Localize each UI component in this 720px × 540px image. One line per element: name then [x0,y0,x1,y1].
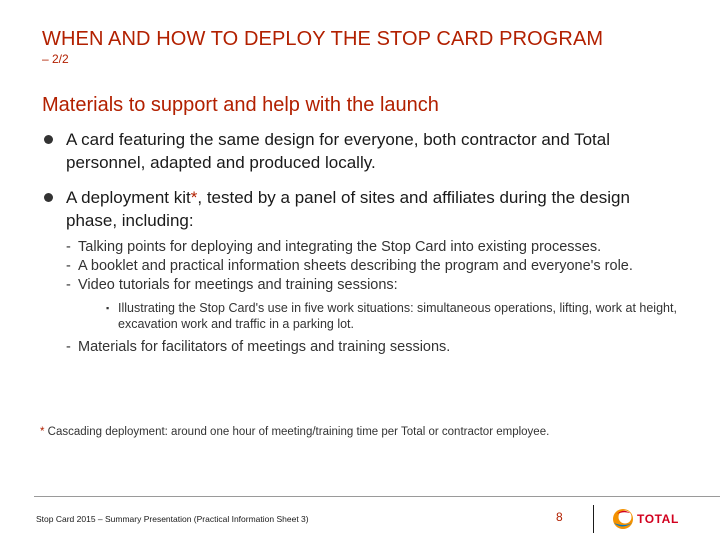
bullet-dot-icon [44,135,53,144]
footnote-asterisk: * [40,426,45,438]
sub-sub-item-text: Illustrating the Stop Card's use in five work situations: simultaneous operations, lifting, work at height, excavation work and traffic in a parking lot. [118,301,677,331]
footer-text: Stop Card 2015 – Summary Presentation (Practical Information Sheet 3) [36,514,309,524]
bullet-dot-icon [44,193,53,202]
sub-sub-item-illustrating [106,300,682,332]
square-marker: ▪ [106,303,110,313]
footnote [40,426,549,438]
bullet-deployment-kit [42,186,682,357]
section-heading: Materials to support and help with the launch [42,94,439,116]
dash-marker: - [66,258,71,274]
logo-wordmark: TOTAL [637,512,679,526]
dash-marker: - [66,239,71,255]
footnote-text: Cascading deployment: around one hour of meeting/training time per Total or contractor employee. [44,426,550,438]
dash-marker: - [66,339,71,355]
bullet-text-after: , tested by a panel of sites and affiliates during the design phase, including: [66,188,630,230]
sub-item-facilitators [66,338,682,357]
bullet-list [42,128,682,357]
bullet-text-before: A deployment kit [66,188,191,207]
sub-item-text: A booklet and practical information sheets describing the program and everyone's role. [78,258,633,274]
sub-item-text: Talking points for deploying and integrating the Stop Card into existing processes. [78,239,602,255]
sub-item-booklet [66,257,682,276]
sub-item-text: Materials for facilitators of meetings and training sessions. [78,339,451,355]
footer-separator [593,505,594,533]
sub-sub-list [106,300,682,332]
dash-marker: - [66,277,71,293]
sub-item-video-tutorials [66,276,682,332]
page-number: 8 [556,510,563,524]
bullet-card-design [42,128,682,174]
sub-item-text: Video tutorials for meetings and training sessions: [78,277,398,293]
sub-list [66,238,682,357]
footnote-marker: * [190,188,198,207]
page-title: WHEN AND HOW TO DEPLOY THE STOP CARD PROGRAM [42,28,604,50]
page-subtitle: – 2/2 [42,52,69,66]
bullet-text: A card featuring the same design for everyone, both contractor and Total personnel, adapted and produced locally. [66,130,611,172]
sub-item-talking-points [66,238,682,257]
footer-divider [34,496,720,497]
